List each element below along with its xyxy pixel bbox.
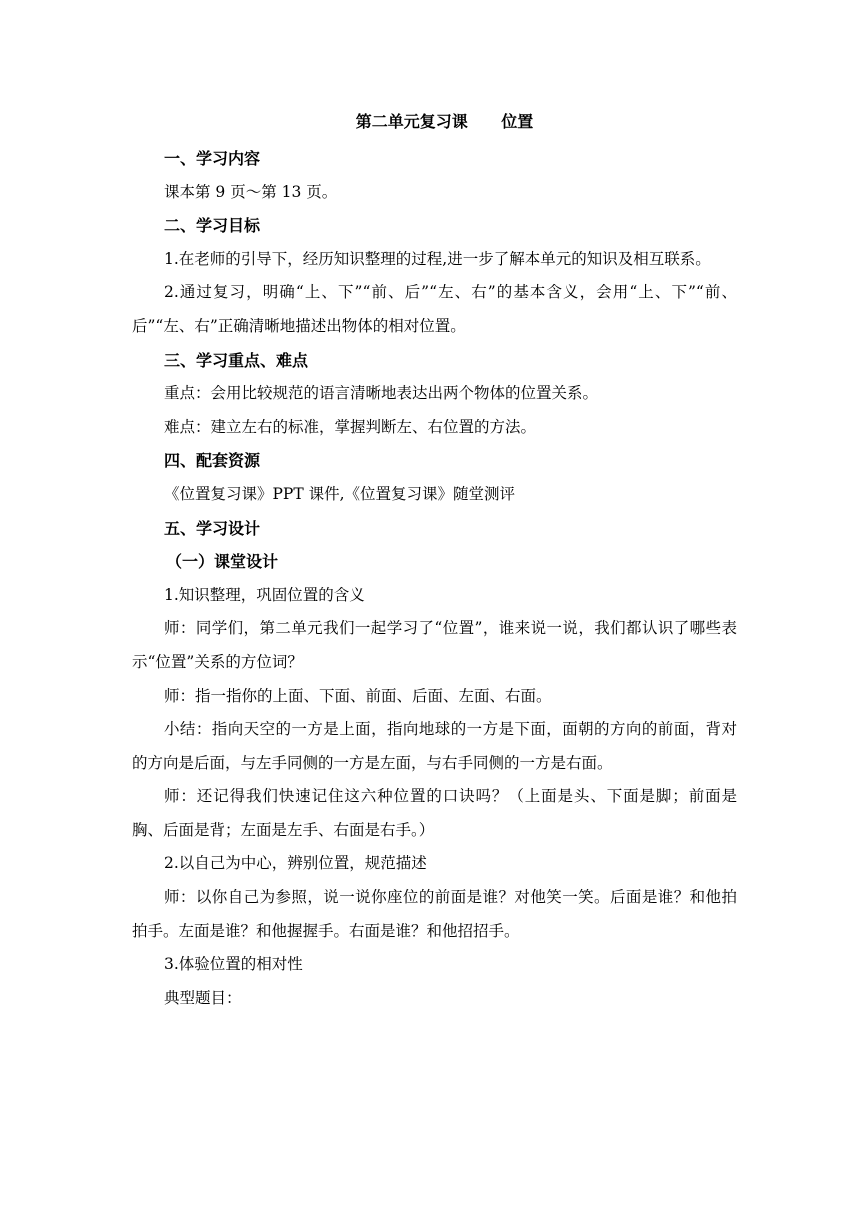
paragraph-step-3: 3.体验位置的相对性 — [164, 955, 303, 974]
section-heading-learning-content: 一、学习内容 — [164, 149, 261, 168]
paragraph-resources: 《位置复习课》PPT 课件,《位置复习课》随堂测评 — [164, 484, 516, 503]
section-heading-key-points: 三、学习重点、难点 — [164, 350, 309, 370]
paragraph-step-1: 1.知识整理，巩固位置的含义 — [164, 585, 365, 604]
paragraph-key-point: 重点：会用比较规范的语言清晰地表达出两个物体的位置关系。 — [164, 384, 599, 403]
paragraph-goal-2: 2.通过复习，明确“上、下”“前、后”“左、右”的基本含义，会用“上、下”“前、后”“左、右”正确清晰地描述出物体的相对位置。 — [132, 283, 737, 335]
document-body — [132, 108, 737, 1015]
section-heading-learning-design: 五、学习设计 — [164, 518, 261, 538]
section-heading-learning-goals: 二、学习目标 — [164, 216, 261, 236]
section-heading-resources: 四、配套资源 — [164, 451, 261, 471]
paragraph-teacher-question-1: 师：同学们，第二单元我们一起学习了“位置”，谁来说一说，我们都认识了哪些表示“位置”关系的方位词？ — [132, 619, 737, 671]
paragraph-goal-1: 1.在老师的引导下，经历知识整理的过程,进一步了解本单元的知识及相互联系。 — [164, 249, 711, 268]
paragraph-teacher-question-2: 师：还记得我们快速记住这六种位置的口诀吗？（上面是头、下面是脚；前面是胸、后面是背；左面是左手、右面是右手。） — [132, 787, 737, 839]
paragraph-step-2: 2.以自己为中心，辨别位置，规范描述 — [164, 854, 427, 873]
paragraph-textbook-pages: 课本第 9 页～第 13 页。 — [164, 182, 338, 201]
paragraph-teacher-instruction: 师：指一指你的上面、下面、前面、后面、左面、右面。 — [164, 686, 552, 705]
document-title: 第二单元复习课 位置 — [355, 112, 534, 131]
paragraph-summary: 小结：指向天空的一方是上面，指向地球的一方是下面，面朝的方向的前面，背对的方向是后面，与左手同侧的一方是左面，与右手同侧的一方是右面。 — [132, 720, 737, 772]
subsection-heading-classroom-design: （一）课堂设计 — [166, 552, 279, 572]
paragraph-typical-problems: 典型题目： — [164, 988, 242, 1007]
paragraph-teacher-question-3: 师：以你自己为参照，说一说你座位的前面是谁？对他笑一笑。后面是谁？和他拍拍手。左面是谁？和他握握手。右面是谁？和他招招手。 — [132, 888, 737, 940]
paragraph-difficult-point: 难点：建立左右的标准，掌握判断左、右位置的方法。 — [164, 417, 537, 436]
